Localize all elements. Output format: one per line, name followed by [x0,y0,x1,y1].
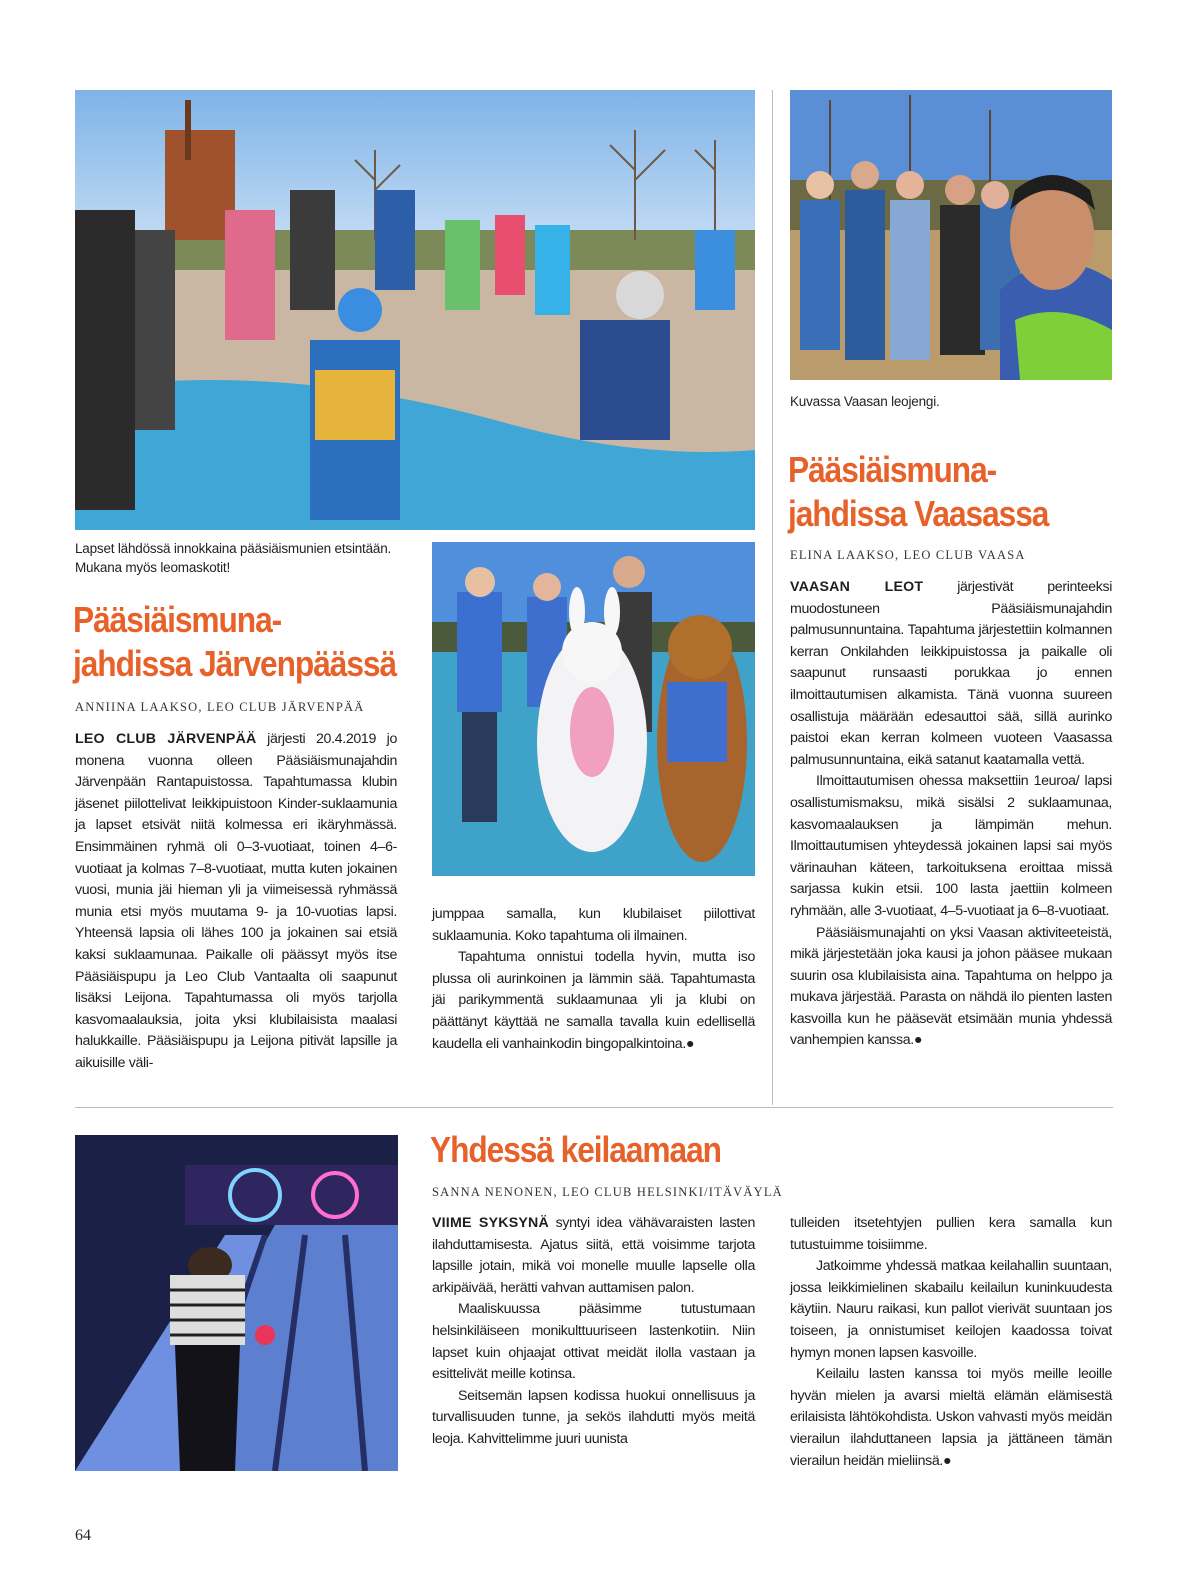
article-paragraph: Ilmoittautumisen ohessa maksettiin 1euroa/ lapsi osallistumismaksu, mikä sisälsi 2 suklaamunaa, kasvomaalauksen ja lämpimän mehun. Ilmoittautumisen yhteydessä jokainen lapsi sai myös värinauhan käteen, tarkoituksena eroittaa missä sarjassa kukin etsii. 100 lasta jaettiin kolmeen ryhmään, alle 3-vuotiaat, 4–5-vuotiaat ja 6–8-vuotiaat. [790,773,1112,919]
headline-jarvenpaa-line2: jahdissa Järvenpäässä [73,643,397,684]
photo-bowling [75,1135,398,1471]
article-text: järjestivät perinteeksi muodostuneen Pääsiäismunajahdin palmusunnuntaina. Tapahtuma järjestettiin kolmannen kerran Onkilahden leikkipuistossa ja paikalle oli saapunut runsaasti porukkaa jo ennen ilmoittautumisen alkamista. Tänä vuonna suureen osallistuja määrään edesauttoi sää, sillä aurinko paistoi ekan kerran kolmeen vuoteen Vaasassa palmusunnuntaina, eikä satanut kaatamalla vettä. [790,579,1112,768]
article-paragraph: Tapahtuma onnistui todella hyvin, mutta iso plussa oli aurinkoinen ja lämmin sää. Tapahtumasta jäi parikymmentä suklaamunaa yli ja klubi on päättänyt käyttää ne samalla tavalla kuin edellisellä kaudella eli vanhainkodin bingopalkintoina.● [432,949,755,1052]
byline-vaasa: ELINA LAAKSO, LEO CLUB VAASA [790,548,1026,562]
photo-caption-jarvenpaa: Lapset lähdössä innokkaina pääsiäismunien etsintään. Mukana myös leomaskotit! [75,541,392,575]
photo-egg-hunt-start [75,90,755,530]
headline-jarvenpaa-line1: Pääsiäismuna- [73,599,282,640]
lead-jarvenpaa: LEO CLUB JÄRVENPÄÄ [75,731,257,747]
article-body-keilaus-col1 [432,1213,755,1451]
photo-mascots [432,542,755,876]
article-paragraph: tulleiden itsetehtyjen pullien kera samalla kun tutustuimme toisiimme. [790,1215,1112,1253]
article-paragraph: Maaliskuussa pääsimme tutustumaan helsinkiläiseen monikulttuuriseen lastenkotiin. Niin lapset kuin ohjaajat ottivat meidät ilolla vastaan ja esittelivät meille kotinsa. [432,1301,755,1383]
byline-jarvenpaa: ANNIINA LAAKSO, LEO CLUB JÄRVENPÄÄ [75,700,365,714]
article-body-jarvenpaa-col1 [75,729,397,1075]
article-body-keilaus-col2 [790,1213,1112,1472]
section-divider [75,1107,1113,1108]
page-number: 64 [75,1527,91,1544]
article-paragraph: Keilailu lasten kanssa toi myös meille leoille hyvän mielen ja avarsi mieltä elämän elämisestä erilaisista lähtökohdista. Uskon vahvasti myös meidän vierailun ilahduttaneen lapsia ja jättäneen tämän vierailun heidän mieliinsä.● [790,1366,1112,1469]
article-paragraph: Pääsiäismunajahti on yksi Vaasan aktiviteeteistä, mikä järjestetään joka kausi ja johon pääsee mukaan suurin osa klubilaisista aina. Tapahtuma on helppo ja mukava järjestää. Parasta on nähdä ilo pienten lasten kasvoilla kun he pääsevät etsimään munia yhdessä vanhempien kanssa.● [790,924,1112,1049]
article-paragraph: Jatkoimme yhdessä matkaa keilahallin suuntaan, jossa leikkimielinen skabailu keilailun kuninkuudesta käytiin. Nauru raikasi, kun pallot vierivät suuntaan jos toiseen, ja onnistumiset keilojen kaadossa toivat hymyn monen lapsen kasvoille. [790,1258,1112,1361]
article-body-jarvenpaa-col2 [432,904,755,1055]
article-text: syntyi idea vähävaraisten lasten ilahduttamisesta. Ajatus siitä, että voisimme tarjota lapsille jotain, mikä voi monelle muulle lapselle olla arkipäivää, herätti vahvan auttamisen palon. [432,1215,755,1296]
headline-vaasa-line2: jahdissa Vaasassa [788,493,1049,534]
article-body-vaasa [790,577,1112,1052]
lead-vaasa: VAASAN LEOT [790,579,924,595]
lead-keilaus: VIIME SYKSYNÄ [432,1215,549,1231]
photo-vaasa-group [790,90,1112,380]
article-paragraph: jumppaa samalla, kun klubilaiset piilottivat suklaamunia. Koko tapahtuma oli ilmainen. [432,906,755,944]
column-divider [772,90,773,1105]
article-text: järjesti 20.4.2019 jo monena vuonna olleen Pääsiäismunajahdin Järvenpään Rantapuistossa. Tapahtumassa klubin jäsenet piilottelivat leikkipuistoon Kinder-suklaamunia ja lapset etsivät niitä kolmessa eri ikäryhmässä. Ensimmäinen ryhmä oli 0–3-vuotiaat, toinen 4–6-vuotiaat ja kolmas 7–8-vuotiaat, mutta kuten jokainen vuosi, munia jäi hieman yli ja viimeisessä ryhmässä munia etsi myös muutama 9- ja 10-vuotias lapsi. Yhteensä lapsia oli lähes 100 ja jokainen sai etsiä kaksi suklaamunaa. Paikalle oli päässyt myös itse Pääsiäispupu ja Leo Club Vantaalta oli saapunut lisäksi Leijona. Tapahtumassa oli myös tarjolla kasvomaalauksia, joita yksi klubilaisista maalasi halukkaille. Pääsiäispupu ja Leijona pitivät lapsille ja aikuisille väli- [75,731,397,1071]
photo-caption-vaasa: Kuvassa Vaasan leojengi. [790,394,940,409]
headline-vaasa-line1: Pääsiäismuna- [788,449,997,490]
headline-jarvenpaa [73,598,396,686]
headline-vaasa [788,448,1048,536]
byline-keilaus: SANNA NENONEN, LEO CLUB HELSINKI/ITÄVÄYLÄ [432,1185,783,1199]
headline-keilaus: Yhdessä keilaamaan [430,1129,721,1170]
article-paragraph: Seitsemän lapsen kodissa huokui onnellisuus ja turvallisuuden tunne, ja sekös ilahdutti myös meitä leoja. Kahvittelimme juuri uunista [432,1387,755,1447]
